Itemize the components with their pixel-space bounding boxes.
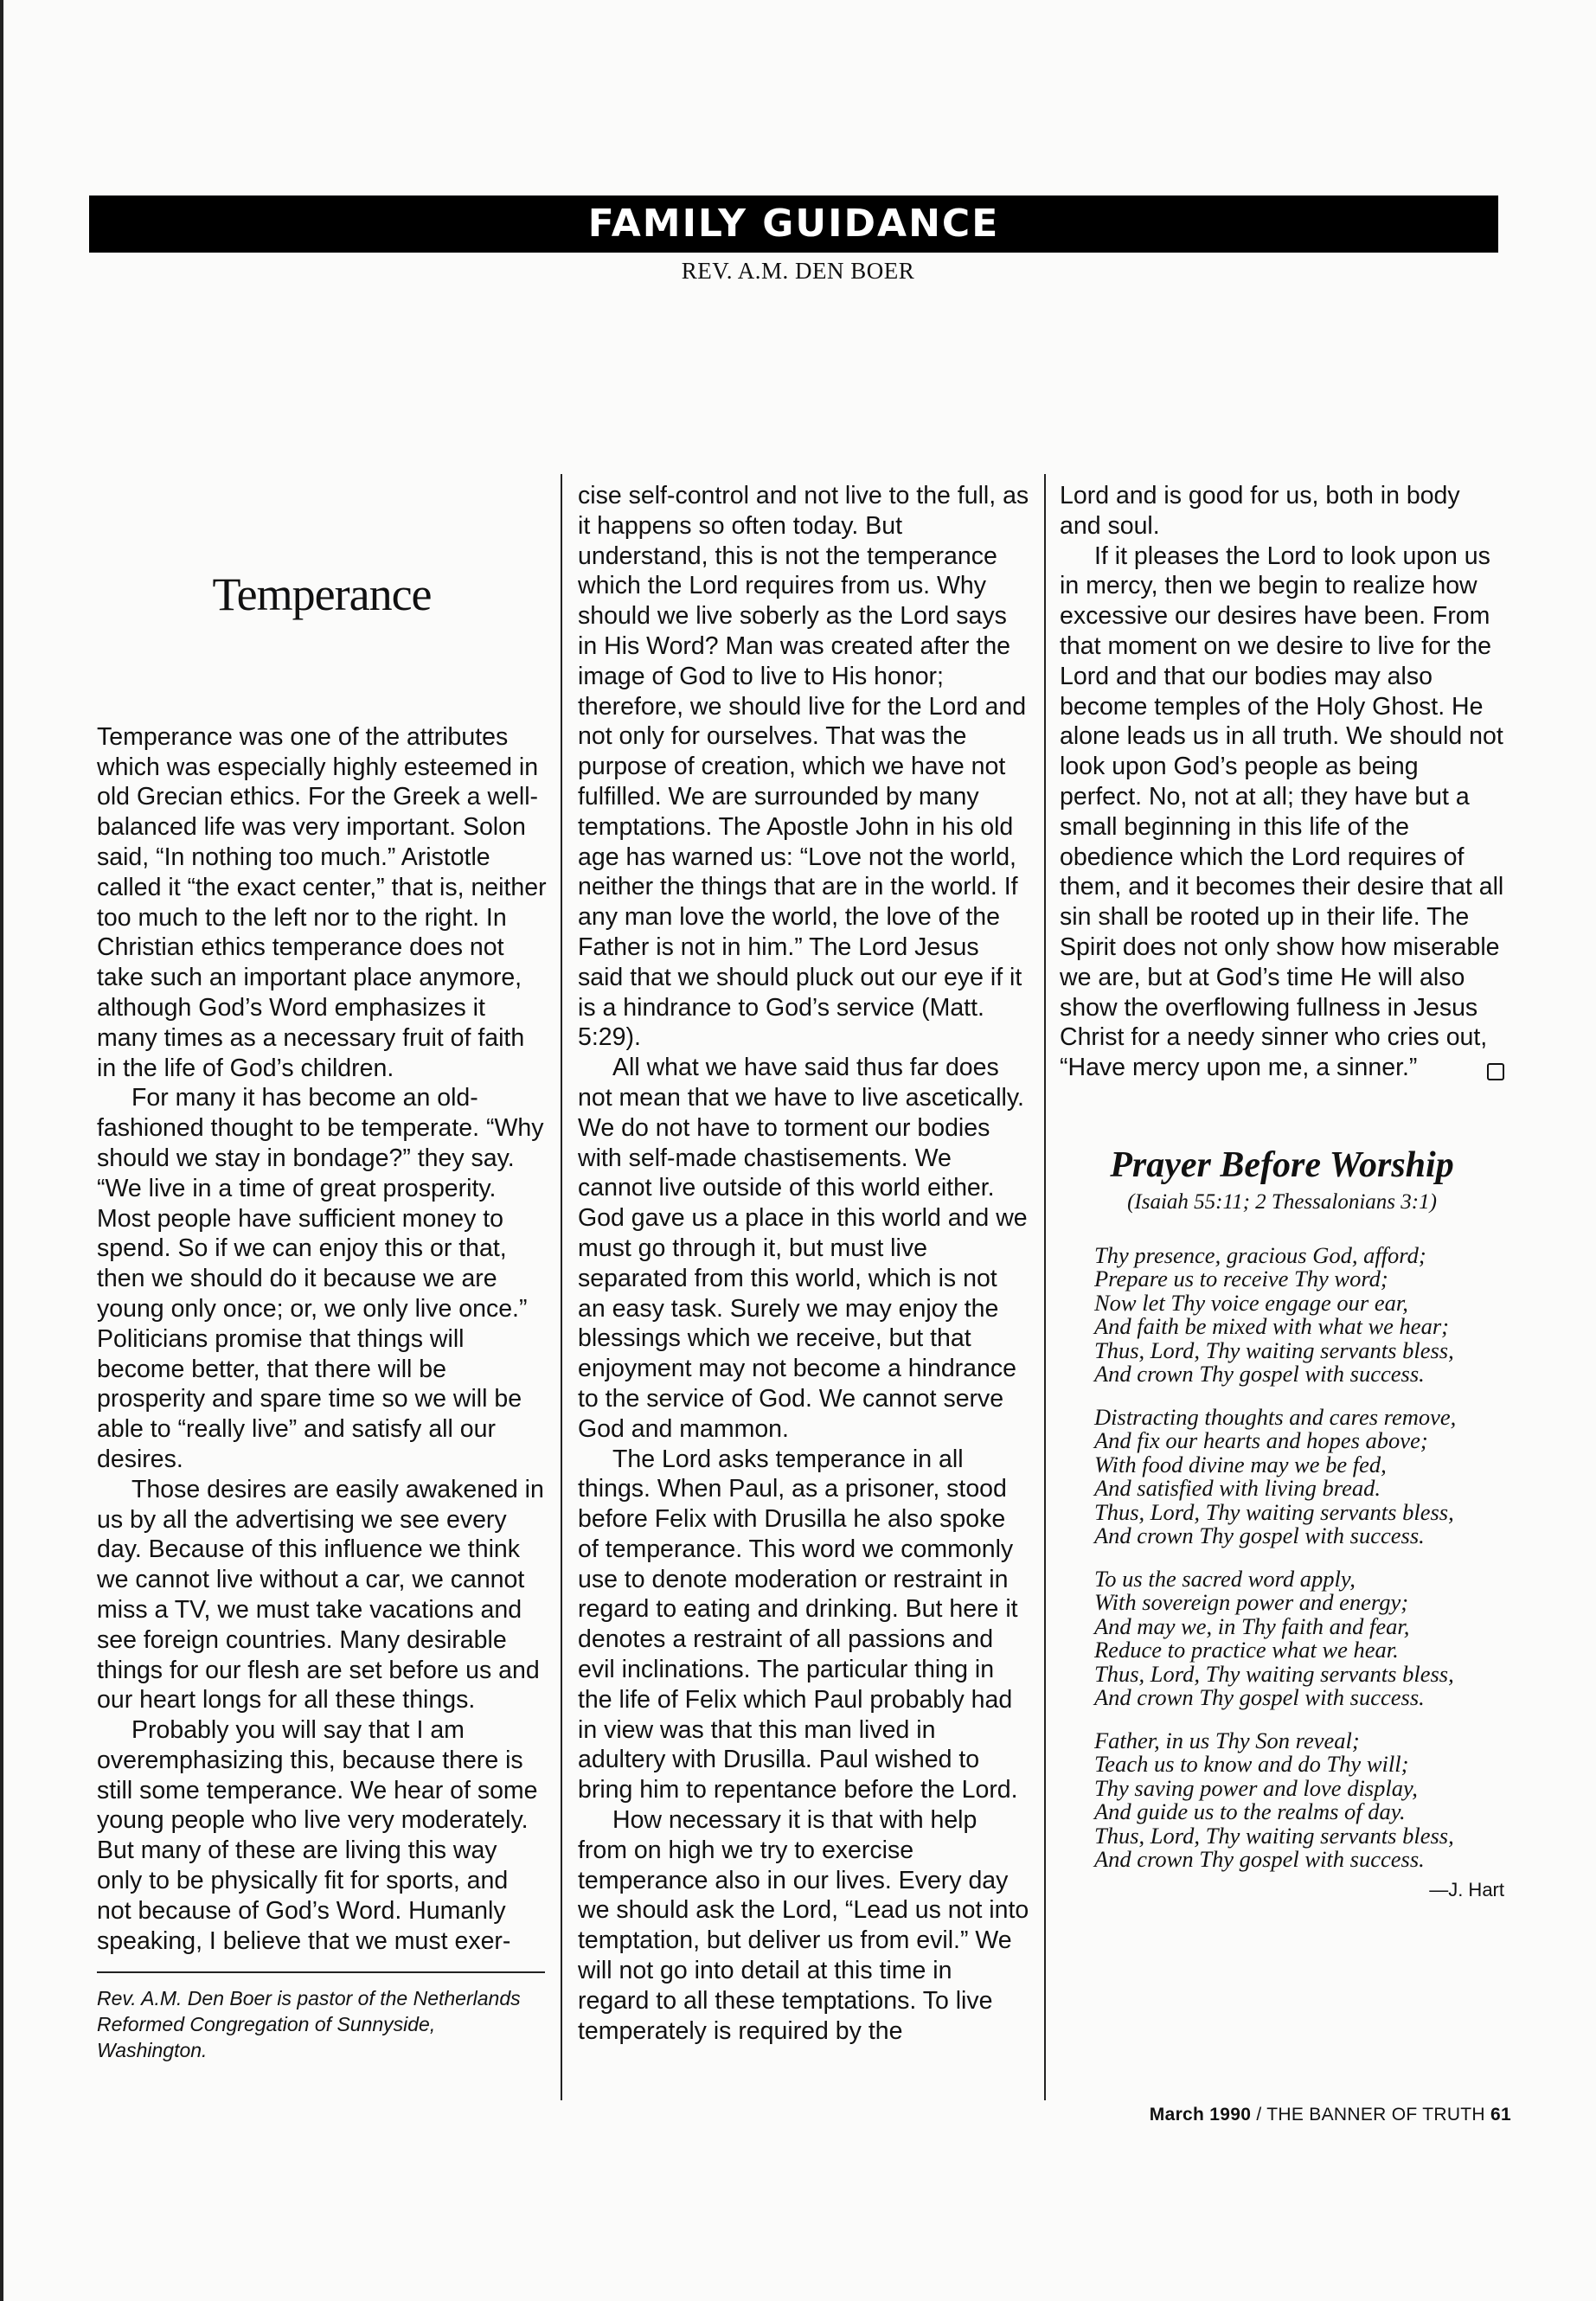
poem-reference: (Isaiah 55:11; 2 Thessalonians 3:1) [1127, 1189, 1437, 1214]
footnote-divider [97, 1971, 545, 1973]
poem-stanza [1094, 1567, 1504, 1710]
poem-line: Thus, Lord, Thy waiting servants bless, [1094, 1660, 1454, 1687]
poem-stanza [1094, 1241, 1504, 1388]
column-divider [1044, 474, 1046, 2100]
poem-line: Father, in us Thy Son reveal; [1094, 1727, 1360, 1753]
section-banner: FAMILY GUIDANCE [89, 195, 1498, 253]
poem-author: —J. Hart [1429, 1878, 1504, 1900]
poem-stanza [1094, 1729, 1504, 1872]
poem-line: To us the sacred word apply, [1094, 1565, 1356, 1592]
article-column-2 [578, 481, 1029, 2046]
paragraph: The Lord asks temperance in all things. When Paul, as a prisoner, stood before Felix with Drusilla he also spoke of temperance. This word we commonly use to denote moderation or restraint in regard to eating and drinking. But here it denotes a restraint of all passions and evil inclinations. The particular thing in the life of Felix which Paul probably had in view was that this man lived in adultery with Drusilla. Paul wished to bring him to repentance before the Lord. [578, 1445, 1018, 1804]
poem-line: And crown Thy gospel with success. [1094, 1846, 1425, 1873]
author-footnote: Rev. A.M. Den Boer is pastor of the Netherlands Reformed Congregation of Sunnyside, Washington. [97, 1987, 521, 2062]
paragraph: How necessary it is that with help from on high we try to exercise temperance also in our lives. Every day we should ask the Lord, “Lead us not into temptation, but deliver us from evil.” We will not go into detail at this time in regard to all these temptations. To live temperately is required by the [578, 1806, 1029, 2045]
page-footer [1150, 2105, 1511, 2125]
paragraph: Temperance was one of the attributes which was especially highly esteemed in old Grecian ethics. For the Greek a well-balanced life was very important. Solon said, “In nothing too much.” Aristotle called it “the exact center,” that is, neither too much to the left nor to the right. In Christian ethics temperance does not take such an important place anymore, although God’s Word emphasizes it many times as a necessary fruit of faith in the life of God’s children. [97, 722, 547, 1082]
poem-line: Reduce to practice what we hear. [1094, 1637, 1399, 1663]
poem-line: Prepare us to receive Thy word; [1094, 1266, 1388, 1292]
end-of-article-icon [1487, 1063, 1504, 1080]
paragraph: Probably you will say that I am overemphasizing this, because there is still some temperance. We hear of some young people who live very moderately. But many of these are living this way only to be physically fit for sports, and not because of God’s Word. Humanly speaking, I believe that we must exer- [97, 1716, 538, 1955]
poem-line: Distracting thoughts and cares remove, [1094, 1403, 1457, 1430]
column-divider [561, 474, 562, 2100]
poem-line: And crown Thy gospel with success. [1094, 1361, 1425, 1388]
publication-name: THE BANNER OF TRUTH [1266, 2105, 1485, 2125]
article-column-1 [97, 478, 547, 2063]
poem-line: Thy presence, gracious God, afford; [1094, 1241, 1426, 1268]
poem-line: Now let Thy voice engage our ear, [1094, 1289, 1408, 1316]
poem-stanza [1094, 1403, 1504, 1549]
footer-separator: / [1251, 2105, 1267, 2125]
poem-line: Thus, Lord, Thy waiting servants bless, [1094, 1498, 1454, 1525]
poem-line: Thus, Lord, Thy waiting servants bless, [1094, 1336, 1454, 1363]
poem-line: Thy saving power and love display, [1094, 1774, 1418, 1801]
article-column-3 [1060, 481, 1504, 1905]
poem-line: And satisfied with living bread. [1094, 1475, 1381, 1502]
scan-edge [0, 0, 3, 2301]
paragraph: cise self-control and not live to the full, as it happens so often today. But understand, this is not the temperance which the Lord requires from us. Why should we live soberly as the Lord says in His Word? Man was created after the image of God to live to His honor; therefore, we should live for the Lord and not only for ourselves. That was the purpose of creation, which we have not fulfilled. We are surrounded by many temptations. The Apostle John in his old age has warned us: “Love not the world, neither the things that are in the world. If any man love the world, the love of the Father is not in him.” The Lord Jesus said that we should pluck out our eye if it is a hindrance to God’s service (Matt. 5:29). [578, 482, 1029, 1052]
page-number: 61 [1490, 2105, 1511, 2125]
paragraph [1060, 542, 1504, 1083]
poem-line: Teach us to know and do Thy will; [1094, 1751, 1409, 1778]
poem-line: With sovereign power and energy; [1094, 1589, 1409, 1616]
paragraph: For many it has become an old-fashioned thought to be temperate. “Why should we stay in bondage?” they say. “We live in a time of great prosperity. Most people have sufficient money to spend. So if we can enjoy this or that, then we should do it because we are young only once; or, we only live once.” Politicians promise that things will become better, that there will be prosperity and spare time so we will be able to “really live” and satisfy all our desires. [97, 1084, 544, 1473]
poem-line: And may we, in Thy faith and fear, [1094, 1612, 1410, 1639]
poem-line: And fix our hearts and hopes above; [1094, 1427, 1428, 1454]
poem-line: With food divine may we be fed, [1094, 1451, 1387, 1477]
author-byline: REV. A.M. DEN BOER [681, 258, 915, 284]
poem-line: And guide us to the realms of day. [1094, 1798, 1406, 1825]
paragraph: Lord and is good for us, both in body and soul. [1060, 482, 1460, 540]
paragraph: All what we have said thus far does not mean that we have to live ascetically. We do not have to torment our bodies with self-made chastisements. We cannot live outside of this world either. God gave us a place in this world and we must go through it, but must live separated from this world, which is not an easy task. Surely we may enjoy the blessings which we receive, but that enjoyment may not become a hindrance to the service of God. We cannot serve God and mammon. [578, 1054, 1028, 1443]
poem-line: Thus, Lord, Thy waiting servants bless, [1094, 1822, 1454, 1849]
poem-title: Prayer Before Worship [1110, 1144, 1454, 1185]
paragraph: Those desires are easily awakened in us by all the advertising we see every day. Because of this influence we think we cannot live without a car, we cannot miss a TV, we must take vacations and see foreign countries. Many desirable things for our flesh are set before us and our heart longs for all these things. [97, 1475, 544, 1715]
paragraph-text: If it pleases the Lord to look upon us in mercy, then we begin to realize how excessive our desires have been. From that moment on we desire to live for the Lord and that our bodies may also become temples of the Holy Ghost. He alone leads us in all truth. We should not look upon God’s people as being perfect. No, not at all; they have but a small beginning in this life of the obedience which the Lord requires of them, and it becomes their desire that all sin shall be rooted up in their life. The Spirit does not only show how miserable we are, but at God’s time He will also show the overflowing fullness in Jesus Christ for a needy sinner who cries out, “Have mercy upon me, a sinner.” [1060, 542, 1504, 1082]
poem-line: And crown Thy gospel with success. [1094, 1522, 1425, 1549]
issue-date: March 1990 [1149, 2105, 1252, 2125]
article-title: Temperance [212, 568, 432, 620]
poem-line: And faith be mixed with what we hear; [1094, 1313, 1449, 1340]
poem-line: And crown Thy gospel with success. [1094, 1684, 1425, 1711]
